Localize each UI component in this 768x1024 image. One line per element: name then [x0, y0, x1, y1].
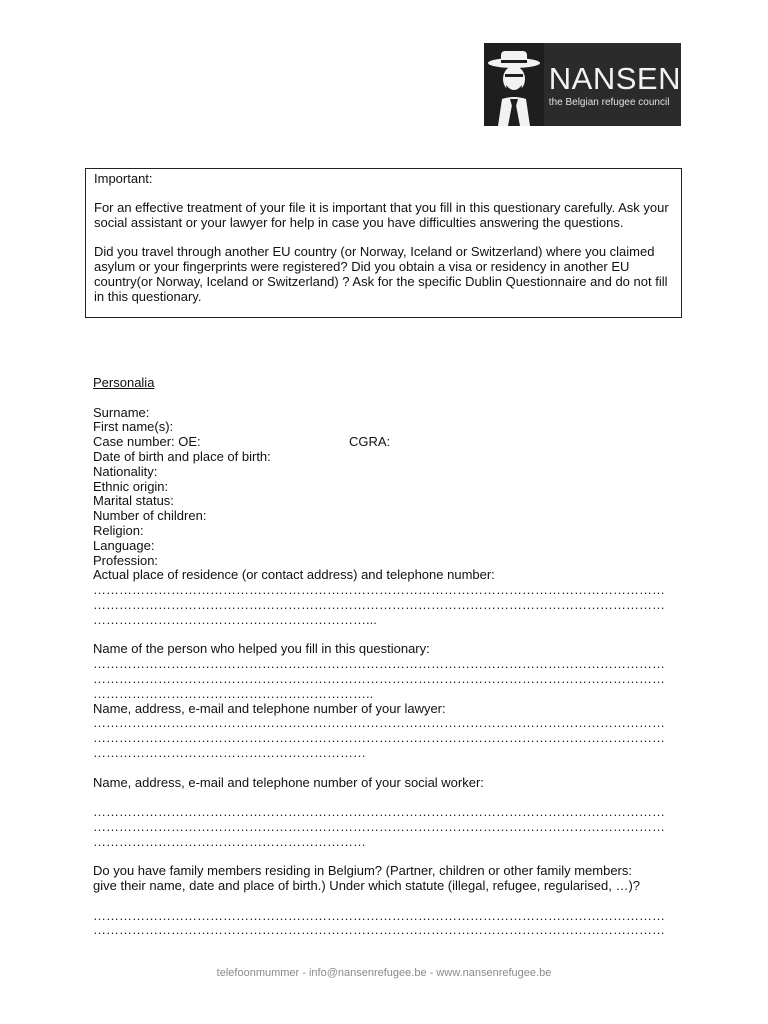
section-title-personalia: Personalia: [93, 376, 155, 390]
lawyer-label: Name, address, e-mail and telephone number of your lawyer:: [93, 701, 446, 716]
children-label: Number of children:: [93, 509, 207, 524]
ethnic-origin-label: Ethnic origin:: [93, 479, 169, 494]
residence-label: Actual place of residence (or contact address) and telephone number:: [93, 568, 495, 583]
important-heading: Important:: [94, 171, 153, 186]
residence-fill-line: ………………………………………………………...: [93, 612, 377, 627]
profession-label: Profession:: [93, 553, 159, 568]
cgra-label: CGRA:: [349, 435, 391, 450]
marital-status-label: Marital status:: [93, 494, 174, 509]
portrait-icon: [484, 43, 541, 126]
helper-fill-line: ……………………………………………………………………………………………………………………: [93, 671, 665, 686]
helper-fill-line: ………………………………………………………..: [93, 686, 374, 701]
logo-name: NANSEN: [548, 61, 681, 96]
nansen-logo: [484, 43, 681, 126]
helper-label: Name of the person who helped you fill in this questionary:: [93, 642, 430, 657]
first-names-label: First name(s):: [93, 420, 174, 435]
lawyer-fill-line: ………………………………………………………: [93, 745, 366, 760]
lawyer-fill-line: ……………………………………………………………………………………………………………………: [93, 731, 665, 746]
residence-fill-line: ……………………………………………………………………………………………………………………: [93, 597, 665, 612]
case-number-label: Case number: OE:: [93, 435, 201, 450]
footer-contact: telefoonmummer - info@nansenrefugee.be - www.nansenrefugee.be: [216, 967, 552, 979]
helper-fill-line: ……………………………………………………………………………………………………………………: [93, 657, 665, 672]
logo-text: [543, 43, 681, 126]
language-label: Language:: [93, 538, 155, 553]
family-question-line-2: give their name, date and place of birth.) Under which statute (illegal, refugee, regularised, …)?: [93, 879, 641, 894]
family-fill-line: ……………………………………………………………………………………………………………………: [93, 908, 665, 923]
important-paragraph-1: For an effective treatment of your file it is important that you fill in this questionary carefully. Ask your social assistant or your lawyer for help in case you have difficulties answering the questions.: [94, 200, 669, 230]
surname-label: Surname:: [93, 405, 150, 420]
religion-label: Religion:: [93, 523, 144, 538]
social-worker-fill-line: ……………………………………………………………………………………………………………………: [93, 819, 665, 834]
social-worker-label: Name, address, e-mail and telephone number of your social worker:: [93, 775, 484, 790]
questionnaire-form: [93, 376, 668, 938]
lawyer-fill-line: ……………………………………………………………………………………………………………………: [93, 716, 665, 731]
important-notice-box: [85, 168, 682, 318]
social-worker-fill-line: ………………………………………………………: [93, 834, 366, 849]
logo-subtitle: the Belgian refugee council: [548, 97, 670, 108]
nationality-label: Nationality:: [93, 464, 158, 479]
family-question-line-1: Do you have family members residing in Belgium? (Partner, children or other family members:: [93, 864, 632, 879]
birth-label: Date of birth and place of birth:: [93, 449, 271, 464]
family-fill-line: ……………………………………………………………………………………………………………………: [93, 923, 665, 938]
social-worker-fill-line: ……………………………………………………………………………………………………………………: [93, 805, 665, 820]
important-paragraph-2: Did you travel through another EU country (or Norway, Iceland or Switzerland) where you claimed asylum or your fingerprints were registered? Did you obtain a visa or residency in another EU country(or Norway, Iceland or Switzerland) ? Ask for the specific Dublin Questionnaire and do not fill in this questionary.: [94, 244, 668, 304]
case-number-row: [93, 435, 668, 450]
residence-fill-line: ……………………………………………………………………………………………………………………: [93, 583, 665, 598]
